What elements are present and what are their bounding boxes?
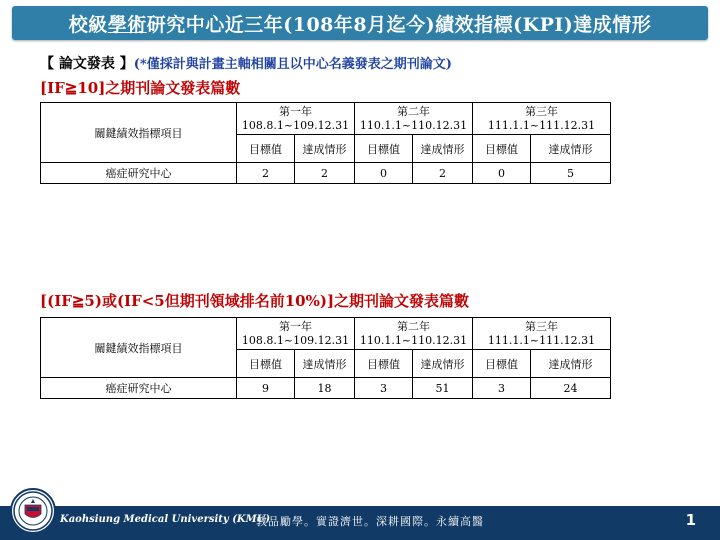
year-header — [473, 103, 611, 135]
table-row — [41, 163, 611, 184]
title-part-3: 研究中心近三年(108年8月迄今)績效指標(KPI)達成情形 — [146, 13, 652, 36]
value-cell: 2 — [237, 163, 295, 184]
item-header: 關鍵績效指標項目 — [41, 103, 237, 163]
value-cell: 51 — [413, 378, 473, 399]
year-header — [355, 318, 473, 350]
title-part-1: 校級 — [68, 13, 108, 36]
value-cell: 3 — [355, 378, 413, 399]
year-name: 第二年 — [397, 319, 430, 333]
year-range: 110.1.1~110.12.31 — [359, 118, 468, 132]
achieved-header: 達成情形 — [531, 135, 611, 163]
value-cell: 0 — [473, 163, 531, 184]
year-header — [473, 318, 611, 350]
year-header — [237, 103, 355, 135]
slide-title — [69, 10, 652, 37]
table2-subtitle: [(IF≧5)或(IF<5但期刊領域排名前10%)]之期刊論文發表篇數 — [40, 292, 470, 310]
slide-header — [0, 0, 720, 46]
achieved-header: 達成情形 — [531, 350, 611, 378]
kmu-logo — [10, 488, 56, 534]
value-cell: 9 — [237, 378, 295, 399]
year-header — [355, 103, 473, 135]
year-header — [237, 318, 355, 350]
achieved-header: 達成情形 — [413, 135, 473, 163]
value-cell: 2 — [295, 163, 355, 184]
achieved-header: 達成情形 — [295, 135, 355, 163]
table1-subtitle: [IF≧10]之期刊論文發表篇數 — [40, 79, 241, 97]
row-label: 癌症研究中心 — [41, 378, 237, 399]
value-cell: 18 — [295, 378, 355, 399]
year-range: 111.1.1~111.12.31 — [487, 118, 596, 132]
value-cell: 0 — [355, 163, 413, 184]
year-range: 108.8.1~109.12.31 — [241, 118, 350, 132]
target-header: 目標值 — [473, 135, 531, 163]
kmu-seal-icon — [12, 490, 54, 532]
target-header: 目標值 — [237, 350, 295, 378]
value-cell: 2 — [413, 163, 473, 184]
section-note: (*僅採計與計畫主軸相關且以中心名義發表之期刊論文) — [133, 57, 452, 72]
target-header: 目標值 — [355, 350, 413, 378]
university-motto: 敦品勵學。實證濟世。深耕國際。永續高醫 — [256, 515, 484, 528]
target-header: 目標值 — [237, 135, 295, 163]
year-range: 111.1.1~111.12.31 — [487, 333, 596, 347]
year-name: 第一年 — [279, 319, 312, 333]
achieved-header: 達成情形 — [413, 350, 473, 378]
year-range: 110.1.1~110.12.31 — [359, 333, 468, 347]
value-cell: 3 — [473, 378, 531, 399]
value-cell: 5 — [531, 163, 611, 184]
target-header: 目標值 — [473, 350, 531, 378]
page-number: 1 — [685, 511, 696, 529]
title-bar — [12, 6, 708, 40]
item-header: 關鍵績效指標項目 — [41, 318, 237, 378]
target-header: 目標值 — [355, 135, 413, 163]
title-part-underlined: 學術 — [107, 13, 147, 36]
year-name: 第一年 — [279, 104, 312, 118]
year-range: 108.8.1~109.12.31 — [241, 333, 350, 347]
value-cell: 24 — [531, 378, 611, 399]
kpi-table-if10 — [40, 102, 611, 184]
kpi-table-if5 — [40, 317, 611, 399]
achieved-header: 達成情形 — [295, 350, 355, 378]
year-name: 第三年 — [525, 104, 558, 118]
row-label: 癌症研究中心 — [41, 163, 237, 184]
section-label: 【 論文發表 】 — [40, 56, 134, 72]
year-name: 第三年 — [525, 319, 558, 333]
university-name: Kaohsiung Medical University (KMU) — [60, 514, 271, 525]
section-heading — [40, 53, 452, 73]
year-name: 第二年 — [397, 104, 430, 118]
table-row — [41, 378, 611, 399]
